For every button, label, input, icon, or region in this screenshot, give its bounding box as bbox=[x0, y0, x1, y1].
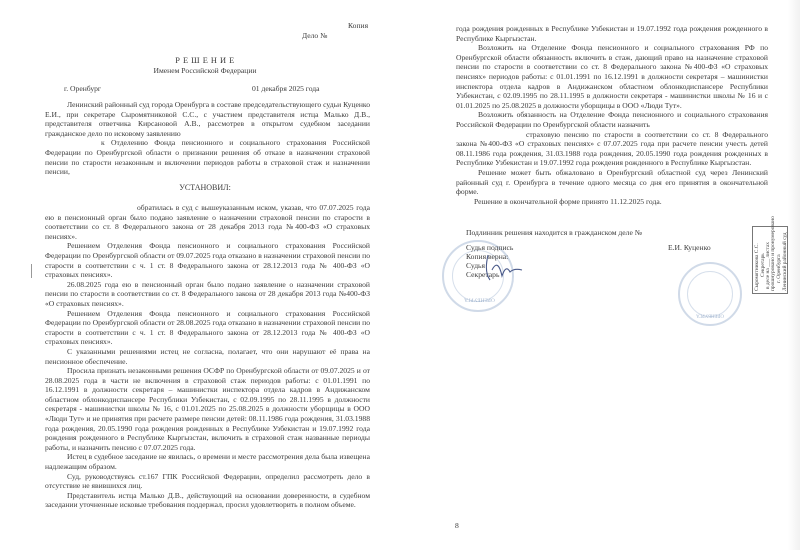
body-block bbox=[45, 203, 370, 510]
scan-edge-shadow bbox=[788, 0, 800, 550]
body-paragraph: 26.08.2025 года ею в пенсионный орган было подано заявление о назначении страховой пенсии по старости в соответствии со ст. 8 Федерального закона от 28 декабря 2013 года №400-ФЗ «О страховых пенсиях». bbox=[45, 279, 370, 308]
judge-name: Е.И. Куценко bbox=[668, 243, 711, 252]
document-page-right bbox=[410, 0, 800, 550]
decision-date: 01 декабря 2025 года bbox=[252, 84, 320, 93]
body-paragraph: Решением Отделения Фонда пенсионного и социального страхования Российской Федерации по Оренбургской области от 09.07.2025 года отказано в назначении страховой пенсии по старости в соответствии с ч. 1 ст. 8 Федерального закона от 28.12.2013 года № 400-ФЗ «О страховых пенсиях». bbox=[45, 241, 370, 280]
section-heading-established: УСТАНОВИЛ: bbox=[179, 183, 231, 192]
document-title: Р Е Ш Е Н И Е bbox=[175, 56, 235, 65]
certification-stamp-line: прошнуровано и пронумеровано bbox=[770, 216, 776, 291]
document-subtitle: Именем Российской Федерации bbox=[153, 66, 257, 75]
body-paragraph: Решение может быть обжаловано в Оренбургский областной суд через Ленинский районный суд г. Оренбурга в течение одного месяца со дня его принятия в окончательной форме. bbox=[456, 167, 768, 197]
body-paragraph: обратилась в суд с вышеуказанным иском, указав, что 07.07.2025 года ею в пенсионный орган было подано заявление о назначении страховой пенсии по старости в соответствии со ст. 8 Федерального закона от 28 декабря 2013 года №400-ФЗ «О страховых пенсиях». bbox=[45, 203, 370, 241]
court-seal-stamp bbox=[678, 262, 742, 326]
body-paragraph: С указанными решениями истец не согласна, полагает, что они нарушают её права на пенсионное обеспечение. bbox=[45, 346, 370, 366]
certification-stamp-line: Ленинский районный суд bbox=[782, 232, 788, 291]
intro-paragraph: к Отделению Фонда пенсионного и социального страхования Российской Федерации по Оренбургской области о признании решения об отказе в назначении страховой пенсии по старости незаконным и включении периодов работы в страховой стаж и назначении пенсии, bbox=[45, 138, 370, 177]
body-paragraph: Решением Отделения Фонда пенсионного и социального страхования Российской Федерации по Оренбургской области от 28.08.2025 года отказано в назначении страховой пенсии по старости в соответствии с ч. 1 ст. 8 Федерального закона от 28.12.2013 года № 400-ФЗ «О страховых пенсиях». bbox=[45, 308, 370, 347]
page-number: 8 bbox=[455, 521, 459, 530]
body-paragraph: страховую пенсию по старости в соответствии со ст. 8 Федерального закона №400-ФЗ «О страховых пенсиях» с 07.07.2025 года при расчете пенсии учесть детей 08.11.1986 года рождения, 31.03.1988 года рождения, 20.05.1990 года рождения рожденных в Республике Узбекистан и 19.07.1992 года рождения рожденного в Республике Кыргызстан. bbox=[456, 129, 768, 168]
certification-stamp-line: г. Оренбурга bbox=[776, 254, 782, 283]
stamp-text: ОРЕНБУРГА bbox=[696, 312, 725, 318]
certification-stamp-line: в деле на ___ листах bbox=[765, 242, 771, 289]
body-paragraph: Просила признать незаконными решения ОСФР по Оренбургской области от 09.07.2025 и от 28.08.2025 года в части не включения в страховой стаж периодов работы: с 01.01.1991 по 16.12.1991 в должности секретаря – машинистки инспектора отдела кадров в Андижанском областном облонкодиспансере Республики Узбекистан, с 02.09.1995 по 28.11.1995 в должности секретаря - машинистки школы № 16, с 01.01.2025 по 25.08.2025 в должности уборщицы в ООО «Люди Тут» и не принятия при расчете размере пенсии детей: 08.11.1986 года рождения, 31.03.1988 года рождения, 20.05.1990 года рождения рожденных в Республике Узбекистан и 19.07.1992 года рождения рожденного в Республике Кыргызстан, включить в страховой стаж названные периоды работы, и назначить пенсию с 07.07.2025 года. bbox=[45, 366, 370, 452]
copy-certified-label: Копия верна: bbox=[466, 252, 509, 261]
original-location-note: Подлинник решения находится в гражданском деле № bbox=[466, 228, 642, 237]
certification-stamp-line: Сыромятникова С.С. bbox=[754, 243, 760, 291]
body-paragraph: Возложить обязанность на Отделение Фонда пенсионного и социального страхования Российской Федерации по Оренбургской области назначить bbox=[456, 110, 768, 129]
intro-block bbox=[45, 100, 370, 177]
body-paragraph: Возложить на Отделение Фонда пенсионного и социального страхования РФ по Оренбургской области обязанность включить в стаж, дающий право на назначение страховой пенсии по старости в соответствии со ст. 8 Федерального закона №400-ФЗ «О страховых пенсиях» периодов работы: с 01.01.1991 по 16.12.1991 в должности секретаря – машинистки инспектора отдела кадров в Андижанском областном облонкодиспансере Республики Узбекистан, с 02.09.1995 по 28.11.1995 в должности секретаря - машинистки школы № 16 и с 01.01.2025 по 25.08.2025 в должности уборщицы в ООО «Люди Тут». bbox=[456, 43, 768, 110]
body-paragraph: Представитель истца Малько Д.В., действующий на основании доверенности, в судебном заседании уточненные исковые требования поддержал, просил удовлетворить в полном объеме. bbox=[45, 490, 370, 510]
stamp-text: ОРЕНБУРГА bbox=[464, 296, 495, 303]
body-paragraph: Решение в окончательной форме принято 11.12.2025 года. bbox=[474, 196, 662, 206]
handwritten-signature bbox=[478, 250, 528, 290]
body-paragraph: Истец в судебное заседание не явилась, о времени и месте рассмотрения дела была извещена надлежащим образом. bbox=[45, 452, 370, 472]
secretary-label: Секретарь bbox=[466, 270, 500, 279]
city: г. Оренбург bbox=[64, 84, 102, 93]
copy-label: Копия bbox=[348, 21, 369, 30]
scan-mark bbox=[31, 264, 32, 278]
case-number-label: Дело № bbox=[302, 31, 328, 40]
judge-label: Судья bbox=[466, 261, 486, 270]
certification-stamp bbox=[752, 216, 788, 294]
certification-stamp-line: Секретарь bbox=[760, 253, 766, 277]
judge-signed-label: Судья подпись bbox=[466, 243, 514, 252]
intro-paragraph: Ленинский районный суд города Оренбурга в составе председательствующего судьи Куценко Е.И., при секретаре Сыромятниковой С.С., с участием представителя истца Малько Д.В., представителя ответчика Кирсановой А.В., рассмотрев в открытом судебном заседании гражданское дело по исковому заявлению bbox=[45, 100, 370, 138]
body-paragraph: Суд, руководствуясь ст.167 ГПК Российской Федерации, определил рассмотреть дело в отсутствие не явившихся лиц. bbox=[45, 471, 370, 491]
resolution-block bbox=[456, 24, 768, 206]
body-paragraph: года рождения рожденных в Республике Узбекистан и 19.07.1992 года рождения рожденного в Республике Кыргызстан. bbox=[456, 24, 768, 43]
